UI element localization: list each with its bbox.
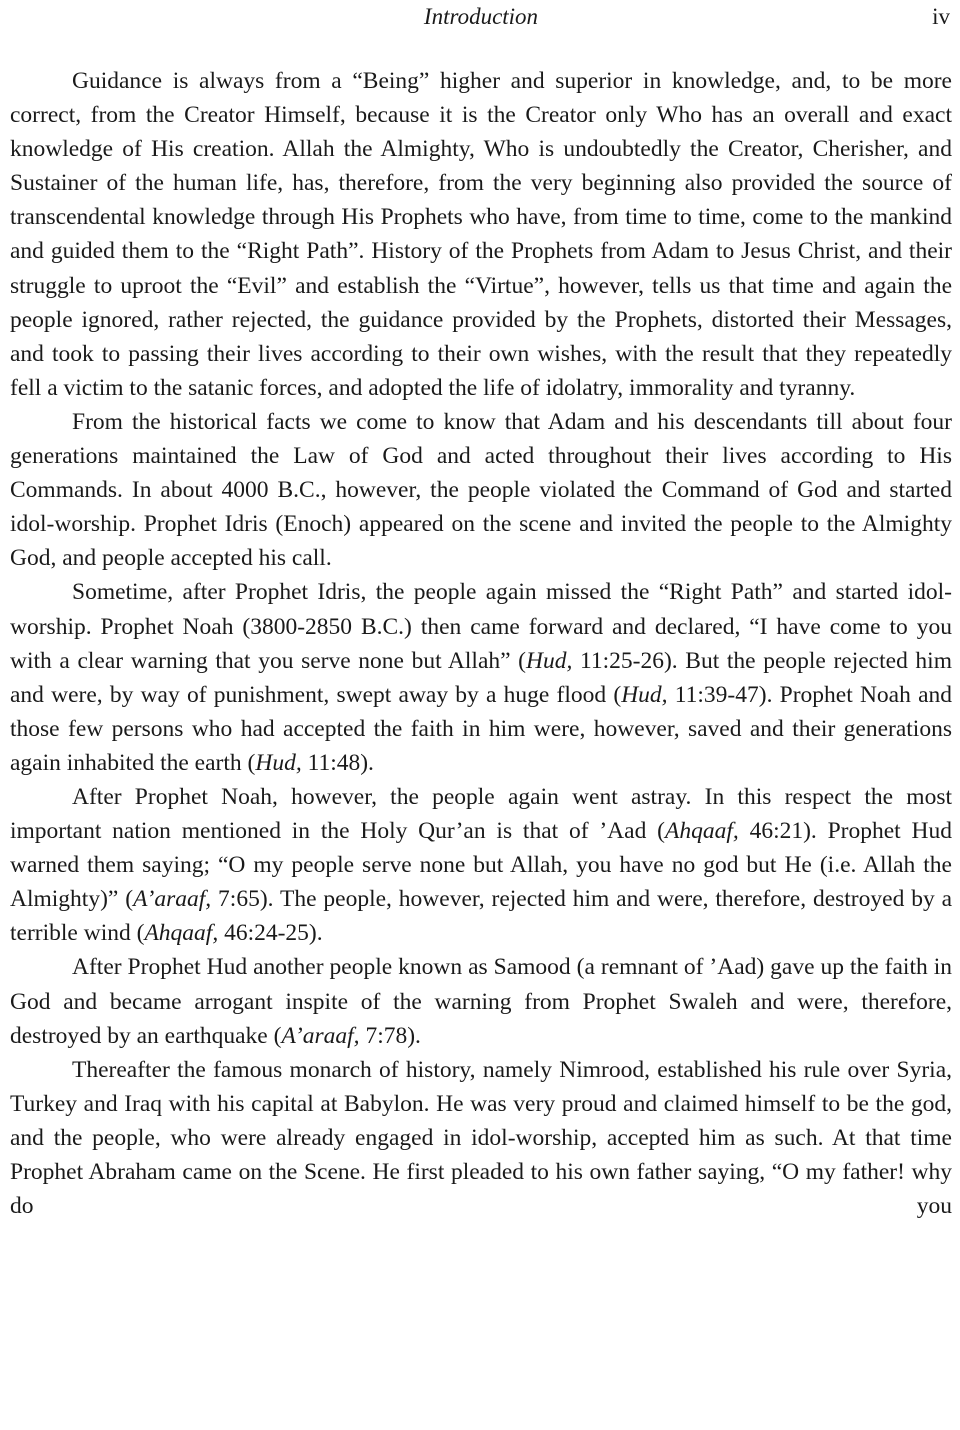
- citation-source: Hud,: [621, 681, 668, 708]
- running-title: Introduction: [423, 4, 539, 29]
- citation-source: Ahqaaf,: [144, 920, 219, 947]
- paragraph: [10, 64, 952, 405]
- page-number: iv: [932, 4, 950, 29]
- citation-source: Ahqaaf,: [664, 818, 739, 845]
- paragraph-text: Sometime, after Prophet Idris, the people again missed the “Right Path” and started idol-worship. Prophet Noah (3800-2850 B.C.) then came forward and declared, “I have come to you with a clear warning that you serve none but Allah” (: [10, 579, 952, 674]
- citation-source: Hud,: [526, 647, 573, 674]
- paragraph-text: 46:24-25).: [218, 920, 323, 947]
- paragraph-text: 11:48).: [301, 749, 374, 776]
- paragraph: [10, 405, 952, 575]
- citation-source: A’araaf,: [133, 886, 212, 913]
- paragraph-text: 7:65). The people, however, rejected him and were, therefore, destroyed by a terrible wind (: [10, 886, 953, 947]
- paragraph-text: Guidance is always from a “Being” higher and superior in knowledge, and, to be more correct, from the Creator Himself, because it is the Creator only Who has an overall and exact knowledge of His creation. Allah the Almighty, Who is undoubtedly the Creator, Cherisher, and Sustainer of the human life, has, therefore, from the very beginning also provided the source of transcendental knowledge through His Prophets who have, from time to time, come to the mankind and guided them to the “Right Path”. History of the Prophets from Adam to Jesus Christ, and their struggle to uproot the “Evil” and establish the “Virtue”, however, tells us that time and again the people ignored, rather rejected, the guidance provided by the Prophets, distorted their Messages, and took to passing their lives according to their own wishes, with the result that they repeatedly fell a victim to the satanic forces, and adopted the life of idolatry, immorality and tyranny.: [10, 68, 952, 401]
- paragraph-text: From the historical facts we come to know that Adam and his descendants till about four generations maintained the Law of God and acted throughout their lives according to His Commands. In about 4000 B.C., however, the people violated the Command of God and started idol-worship. Prophet Idris (Enoch) appeared on the scene and invited the people to the Almighty God, and people accepted his call.: [10, 408, 952, 572]
- body-text: [10, 64, 952, 1223]
- paragraph-text: After Prophet Hud another people known as Samood (a remnant of ’Aad) gave up the faith in God and became arrogant inspite of the warning from Prophet Swaleh and were, therefore, destroyed by an earthquake (: [10, 954, 952, 1049]
- paragraph-text: 46:21). Prophet Hud warned them saying; “O my people serve none but Allah, you have no god but He (i.e. Allah the Almighty)” (: [10, 818, 952, 913]
- paragraph-text: After Prophet Noah, however, the people again went astray. In this respect the most important nation mentioned in the Holy Qur’an is that of ’Aad (: [10, 783, 952, 845]
- paragraph-text: 11:25-26). But the people rejected him and were, by way of punishment, swept away by a huge flood (: [10, 647, 952, 708]
- paragraph-text: Thereafter the famous monarch of history, namely Nimrood, established his rule over Syria, Turkey and Iraq with his capital at Babylon. He was very proud and claimed himself to be the god, and the people, who were already engaged in idol-worship, accepted him as such. At that time Prophet Abraham came on the Scene. He first pleaded to his own father saying, “O my father! why do you: [10, 1056, 952, 1220]
- paragraph-text: 7:78).: [359, 1022, 421, 1049]
- paragraph: [10, 780, 952, 950]
- running-header: [10, 0, 952, 34]
- paragraph: [10, 575, 952, 780]
- citation-source: Hud,: [255, 749, 302, 776]
- document-page: [10, 0, 952, 1430]
- paragraph-text: 11:39-47). Prophet Noah and those few persons who had accepted the faith in him were, however, saved and their generations again inhabited the earth (: [10, 681, 952, 776]
- citation-source: A’araaf,: [281, 1022, 360, 1049]
- paragraph: [10, 950, 952, 1052]
- paragraph: [10, 1053, 952, 1223]
